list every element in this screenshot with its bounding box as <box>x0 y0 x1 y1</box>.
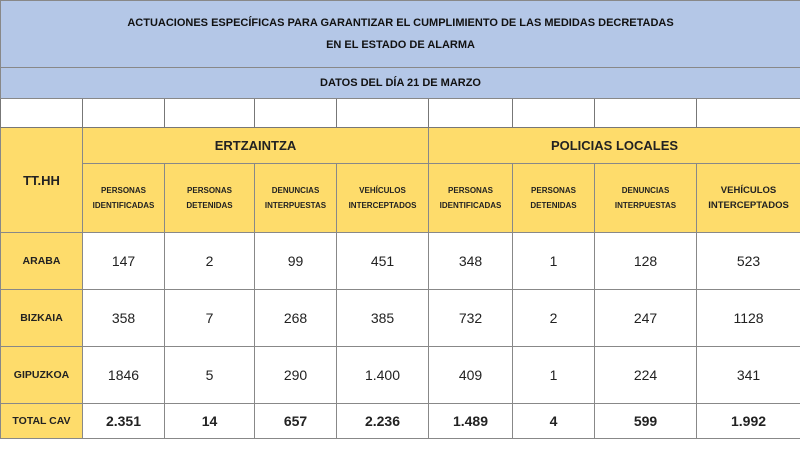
total-row <box>1 404 800 439</box>
group-header-ertzaintza: ERTZAINTZA <box>83 128 429 164</box>
table-cell: 1 <box>513 233 595 290</box>
group-header-policias-locales: POLICIAS LOCALES <box>429 128 800 164</box>
total-cell: 1.489 <box>429 404 513 439</box>
table-cell: 1.400 <box>337 347 429 404</box>
table-cell: 1846 <box>83 347 165 404</box>
column-header: VEHÍCULOS INTERCEPTADOS <box>697 164 800 233</box>
table-row <box>1 233 800 290</box>
table-cell: 128 <box>595 233 697 290</box>
column-header: PERSONAS IDENTIFICADAS <box>83 164 165 233</box>
row-label: GIPUZKOA <box>1 347 83 404</box>
table-cell: 1 <box>513 347 595 404</box>
table-cell: 2 <box>165 233 255 290</box>
table-cell: 5 <box>165 347 255 404</box>
table-cell: 341 <box>697 347 800 404</box>
report-date: DATOS DEL DÍA 21 DE MARZO <box>1 68 800 99</box>
column-header: PERSONAS DETENIDAS <box>513 164 595 233</box>
table-cell: 732 <box>429 290 513 347</box>
table-cell: 2 <box>513 290 595 347</box>
total-cell: 1.992 <box>697 404 800 439</box>
total-cell: 2.351 <box>83 404 165 439</box>
table-cell: 99 <box>255 233 337 290</box>
table-cell: 409 <box>429 347 513 404</box>
total-cell: 599 <box>595 404 697 439</box>
row-label: ARABA <box>1 233 83 290</box>
total-label: TOTAL CAV <box>1 404 83 439</box>
total-cell: 2.236 <box>337 404 429 439</box>
table-row <box>1 290 800 347</box>
table-cell: 358 <box>83 290 165 347</box>
corner-header: TT.HH <box>1 128 83 233</box>
table-cell: 290 <box>255 347 337 404</box>
column-header: PERSONAS IDENTIFICADAS <box>429 164 513 233</box>
spacer-row <box>1 99 800 128</box>
table-cell: 1128 <box>697 290 800 347</box>
table-row <box>1 347 800 404</box>
column-header: VEHÍCULOS INTERCEPTADOS <box>337 164 429 233</box>
total-cell: 4 <box>513 404 595 439</box>
report-title-line1: ACTUACIONES ESPECÍFICAS PARA GARANTIZAR EL CUMPLIMIENTO DE LAS MEDIDAS DECRETADAS <box>127 17 674 29</box>
column-header: DENUNCIAS INTERPUESTAS <box>255 164 337 233</box>
total-cell: 657 <box>255 404 337 439</box>
report-title <box>1 1 800 68</box>
column-header: DENUNCIAS INTERPUESTAS <box>595 164 697 233</box>
row-label: BIZKAIA <box>1 290 83 347</box>
table-cell: 348 <box>429 233 513 290</box>
report-title-line2: EN EL ESTADO DE ALARMA <box>326 39 475 51</box>
table-cell: 147 <box>83 233 165 290</box>
table-cell: 7 <box>165 290 255 347</box>
table-cell: 247 <box>595 290 697 347</box>
column-header: PERSONAS DETENIDAS <box>165 164 255 233</box>
table-cell: 224 <box>595 347 697 404</box>
table-cell: 385 <box>337 290 429 347</box>
table-cell: 523 <box>697 233 800 290</box>
total-cell: 14 <box>165 404 255 439</box>
table-cell: 451 <box>337 233 429 290</box>
table-cell: 268 <box>255 290 337 347</box>
